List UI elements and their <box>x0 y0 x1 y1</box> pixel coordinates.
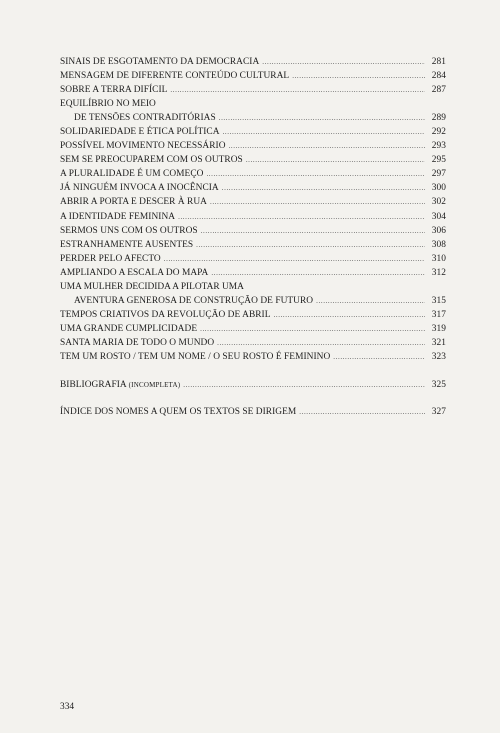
toc-entry-title: POSSÍVEL MOVIMENTO NECESSÁRIO <box>60 141 226 152</box>
toc-entry-page: 284 <box>431 71 446 82</box>
dot-leader <box>274 308 425 322</box>
toc-entry-title: JÁ NINGUÉM INVOCA A INOCÊNCIA <box>60 183 219 194</box>
toc-entry <box>60 195 446 209</box>
toc-entry <box>60 336 446 350</box>
bibliography-label: BIBLIOGRAFIA <box>60 380 127 391</box>
toc-entry-page: 289 <box>431 113 446 124</box>
toc-entry-page: 310 <box>431 253 446 264</box>
toc-entry-title: TEMPOS CRIATIVOS DA REVOLUÇÃO DE ABRIL <box>60 309 271 320</box>
dot-leader <box>222 181 425 195</box>
toc-entry-page: 304 <box>431 211 446 222</box>
dot-leader <box>170 83 425 97</box>
toc-entry <box>60 83 446 97</box>
toc-entry-page: 308 <box>431 239 446 250</box>
toc-entry <box>60 139 446 153</box>
toc-entry-page: 302 <box>431 197 446 208</box>
toc-entry <box>60 153 446 167</box>
toc-entry-page: 293 <box>431 141 446 152</box>
toc-entry <box>60 69 446 83</box>
toc-entry <box>60 125 446 139</box>
dot-leader <box>292 69 425 83</box>
bibliography-note: (INCOMPLETA) <box>128 381 181 390</box>
dot-leader <box>211 266 425 280</box>
toc-entry-page: 312 <box>431 267 446 278</box>
toc-entry-page: 317 <box>431 309 446 320</box>
toc-entry-bibliography <box>60 378 446 392</box>
toc-entry-title: A IDENTIDADE FEMININA <box>60 211 176 222</box>
toc-entry-page: 295 <box>431 155 446 166</box>
toc-entry-page: 321 <box>431 337 446 348</box>
toc-entry <box>60 55 446 69</box>
toc-entry <box>60 181 446 195</box>
toc-entry-title: TEM UM ROSTO / TEM UM NOME / O SEU ROSTO É FEMININO <box>60 351 331 362</box>
toc-entry-title: SOLIDARIEDADE E ÉTICA POLÍTICA <box>60 127 220 138</box>
toc-entry-page: 319 <box>431 323 446 334</box>
dot-leader <box>229 139 425 153</box>
dot-leader <box>196 238 425 252</box>
toc-entry <box>60 308 446 322</box>
toc-entry-page: 287 <box>431 85 446 96</box>
toc-entry-index <box>60 405 446 419</box>
toc-entry-title: AMPLIANDO A ESCALA DO MAPA <box>60 267 209 278</box>
dot-leader <box>178 210 425 224</box>
table-of-contents <box>60 55 446 419</box>
toc-entry <box>60 167 446 181</box>
toc-entry <box>60 210 446 224</box>
toc-entry-page: 297 <box>431 169 446 180</box>
toc-entry-page: 325 <box>431 380 446 391</box>
toc-entry-title-continued: DE TENSÕES CONTRADITÓRIAS <box>74 113 216 124</box>
toc-entry-page: 281 <box>431 57 446 67</box>
dot-leader <box>183 378 425 392</box>
toc-entry <box>60 252 446 266</box>
dot-leader <box>223 125 425 139</box>
toc-entry <box>60 238 446 252</box>
dot-leader <box>333 350 425 364</box>
toc-entry-page: 300 <box>431 183 446 194</box>
dot-leader <box>246 153 425 167</box>
bibliography-title <box>60 378 180 392</box>
toc-entry-page: 323 <box>431 351 446 362</box>
toc-entry <box>60 266 446 280</box>
toc-entry <box>60 350 446 364</box>
dot-leader <box>201 224 425 238</box>
toc-entry-title: SEM SE PREOCUPAREM COM OS OUTROS <box>60 155 243 166</box>
toc-entry-page: 306 <box>431 225 446 236</box>
dot-leader <box>164 252 425 266</box>
dot-leader <box>262 55 425 69</box>
toc-entry-title: SANTA MARIA DE TODO O MUNDO <box>60 337 215 348</box>
toc-entry-title: SINAIS DE ESGOTAMENTO DA DEMOCRACIA <box>60 57 260 67</box>
dot-leader <box>219 111 425 125</box>
toc-entry <box>60 322 446 336</box>
toc-entry-title: ABRIR A PORTA E DESCER À RUA <box>60 197 207 208</box>
toc-entry <box>60 111 446 125</box>
dot-leader <box>206 167 425 181</box>
dot-leader <box>210 195 425 209</box>
toc-entry <box>60 224 446 238</box>
toc-entry-page: 327 <box>431 407 446 418</box>
toc-entry-title: SERMOS UNS COM OS OUTROS <box>60 225 198 236</box>
toc-entry-title-continued: AVENTURA GENEROSA DE CONSTRUÇÃO DE FUTURO <box>74 295 314 306</box>
toc-entry-title: MENSAGEM DE DIFERENTE CONTEÚDO CULTURAL <box>60 71 290 82</box>
toc-entry <box>60 294 446 308</box>
toc-entry-title: PERDER PELO AFECTO <box>60 253 161 264</box>
toc-entry-page: 315 <box>431 295 446 306</box>
toc-entry-title: UMA GRANDE CUMPLICIDADE <box>60 323 198 334</box>
page-number: 334 <box>60 702 75 712</box>
toc-entry-title: A PLURALIDADE É UM COMEÇO <box>60 169 204 180</box>
toc-entry-title: SOBRE A TERRA DIFÍCIL <box>60 85 168 96</box>
toc-entry-page: 292 <box>431 127 446 138</box>
toc-entry-title: EQUILÍBRIO NO MEIO <box>60 99 156 110</box>
toc-entry-title: UMA MULHER DECIDIDA A PILOTAR UMA <box>60 281 244 292</box>
toc-entry-title: ESTRANHAMENTE AUSENTES <box>60 239 194 250</box>
dot-leader <box>200 322 425 336</box>
dot-leader <box>217 336 425 350</box>
index-title: ÍNDICE DOS NOMES A QUEM OS TEXTOS SE DIRIGEM <box>60 407 297 418</box>
dot-leader <box>316 294 425 308</box>
dot-leader <box>299 405 425 419</box>
